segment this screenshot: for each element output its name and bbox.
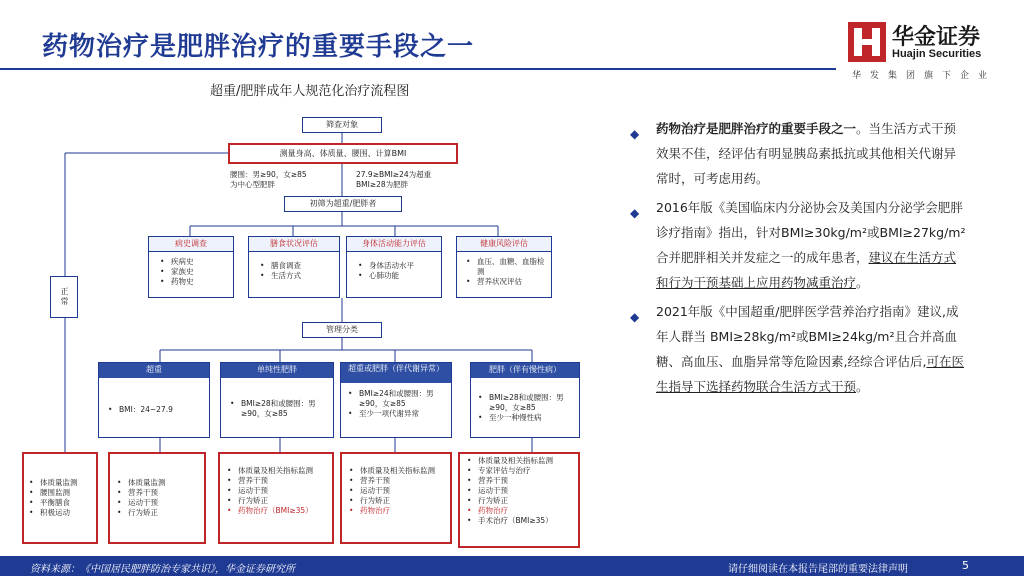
source-note: 资料来源：《中国居民肥胖防治专家共识》，华金证券研究所 [30,564,295,575]
list-item: • 体质量监测 [26,478,78,488]
list-item: • 至少一项代谢异常 [345,409,451,419]
drug-therapy-item: • 药物治疗 [464,506,578,516]
screen-target-label: 筛查对象 [326,120,358,129]
plan-simple-obesity-box [218,452,334,544]
list-item: • 体质量及相关指标监测 [346,466,450,476]
list-item: • 膳食调查 [257,261,301,271]
list-item: • 体质量及相关指标监测 [464,456,578,466]
category-overweight-box [98,362,210,438]
list-item: • 生活方式 [257,271,301,281]
title-divider [0,68,836,70]
list-item: • 积极运动 [26,508,78,518]
category-chronic-title: 肥胖（伴有慢性病） [471,363,579,378]
list-item: • 运动干预 [224,486,332,496]
category-metabolic-box [340,362,452,438]
list-item: • 运动干预 [464,486,578,496]
list-item: • 身体活动水平 [355,261,414,271]
logo-chinese-name: 华金证券 [892,25,981,50]
page-number: 5 [962,559,969,572]
company-tagline: 华发集团旗下企业 [852,71,997,81]
waist-note: 腰围：男≥90，女≥85 为中心型肥胖 [230,170,307,189]
list-item: • 家族史 [157,267,194,277]
list-item: • 运动干预 [114,498,166,508]
key-points [628,116,968,403]
list-item: • 运动干预 [346,486,450,496]
list-item: • 专家评估与治疗 [464,466,578,476]
list-item: • 平衡膳食 [26,498,78,508]
drug-therapy-item: • 药物治疗 [346,506,450,516]
surgery-item: • 手术治疗（BMI≥35） [464,516,578,526]
plan-metabolic-box [340,452,452,544]
legal-disclaimer: 请仔细阅读在本报告尾部的重要法律声明 [728,564,908,575]
point-1 [628,116,968,191]
point-3 [628,299,968,399]
assessment-history-title: 病史调查 [149,237,233,252]
initial-screen-label: 初筛为超重/肥胖者 [309,199,377,208]
list-item: • 行为矫正 [464,496,578,506]
point-3-underline: 可在医生指导下选择药物联合生活方式干预 [656,354,964,394]
footer-bar [0,556,1024,576]
category-overweight-title: 超重 [99,363,209,378]
point-2-underline: 建议在生活方式和行为干预基础上应用药物减重治疗 [656,250,957,290]
plan-overweight-box [108,452,206,544]
point-1-bold: 药物治疗是肥胖治疗的重要手段之一 [656,121,857,136]
initial-screen-box [284,196,402,212]
list-item: • 行为矫正 [346,496,450,506]
plan-chronic-box [458,452,580,548]
flowchart-title: 超重/肥胖成年人规范化治疗流程图 [210,84,410,99]
assessment-activity-box [346,236,442,298]
list-item: • 体质量监测 [114,478,166,488]
point-2-tail: 。 [856,275,869,290]
list-item: • BMI≥28和或腰围：男≥90，女≥85 [227,399,333,419]
measurement-label: 测量身高、体质量、腰围、计算BMI [279,148,407,158]
list-item: • BMI：24~27.9 [105,405,173,415]
point-3-tail: 。 [856,379,869,394]
classify-box [302,322,382,338]
assessment-risk-box [456,236,552,298]
list-item: • 行为矫正 [224,496,332,506]
assessment-activity-title: 身体活动能力评估 [347,237,441,252]
normal-label: 正常 [60,287,69,307]
point-3-text: 2021年版《中国超重/肥胖医学营养治疗指南》建议,成年人群当 BMI≥28kg/m²或BMI≥24kg/m²且合并高血糖、高血压、血脂异常等危险因素,经综合评估后, [656,304,959,369]
list-item: • 营养干预 [464,476,578,486]
category-metabolic-title: 超重或肥胖（伴代谢异常） [341,363,451,383]
assessment-history-box [148,236,234,298]
screen-target-box [302,117,382,133]
logo-english-name: Huajin Securities [892,48,982,60]
list-item: • 体质量及相关指标监测 [224,466,332,476]
list-item: • 药物史 [157,277,194,287]
assessment-diet-box [248,236,340,298]
list-item: • 营养干预 [114,488,166,498]
assessment-risk-title: 健康风险评估 [457,237,551,252]
list-item: • 疾病史 [157,257,194,267]
company-logo [848,20,1008,66]
huajin-logo-icon [848,22,886,62]
diamond-bullet-icon: ◆ [630,206,640,220]
category-simple-obesity-title: 单纯性肥胖 [221,363,333,378]
list-item: • BMI≥28和或腰围：男≥90，女≥85 [475,393,579,413]
assessment-diet-title: 膳食状况评估 [249,237,339,252]
point-2-text: 2016年版《美国临床内分泌协会及美国内分泌学会肥胖诊疗指南》指出，针对BMI≥30kg/m²或BMI≥27kg/m²合并肥胖相关并发症之一的成年患者， [656,200,966,265]
normal-box [50,276,78,318]
list-item: • 营养干预 [346,476,450,486]
category-simple-obesity-box [220,362,334,438]
list-item: • BMI≥24和或腰围：男≥90，女≥85 [345,389,451,409]
classify-label: 管理分类 [326,325,358,334]
list-item: • 至少一种慢性病 [475,413,579,423]
category-chronic-box [470,362,580,438]
list-item: • 腰围监测 [26,488,78,498]
bmi-note: 27.9≥BMI≥24为超重 BMI≥28为肥胖 [356,170,432,189]
point-1-text: 。当生活方式干预效果不佳，经评估有明显胰岛素抵抗或其他相关代谢异常时，可考虑用药。 [656,121,957,186]
list-item: • 心肺功能 [355,271,414,281]
measurement-box [228,143,458,164]
point-2 [628,195,968,295]
drug-therapy-item: • 药物治疗（BMI≥35） [224,506,332,516]
plan-normal-box [22,452,98,544]
list-item: • 营养状况评估 [463,277,551,287]
diamond-bullet-icon: ◆ [630,127,640,141]
page-title: 药物治疗是肥胖治疗的重要手段之一 [42,32,475,62]
diamond-bullet-icon: ◆ [630,310,640,324]
list-item: • 血压、血糖、血脂检测 [463,257,551,277]
list-item: • 营养干预 [224,476,332,486]
list-item: • 行为矫正 [114,508,166,518]
